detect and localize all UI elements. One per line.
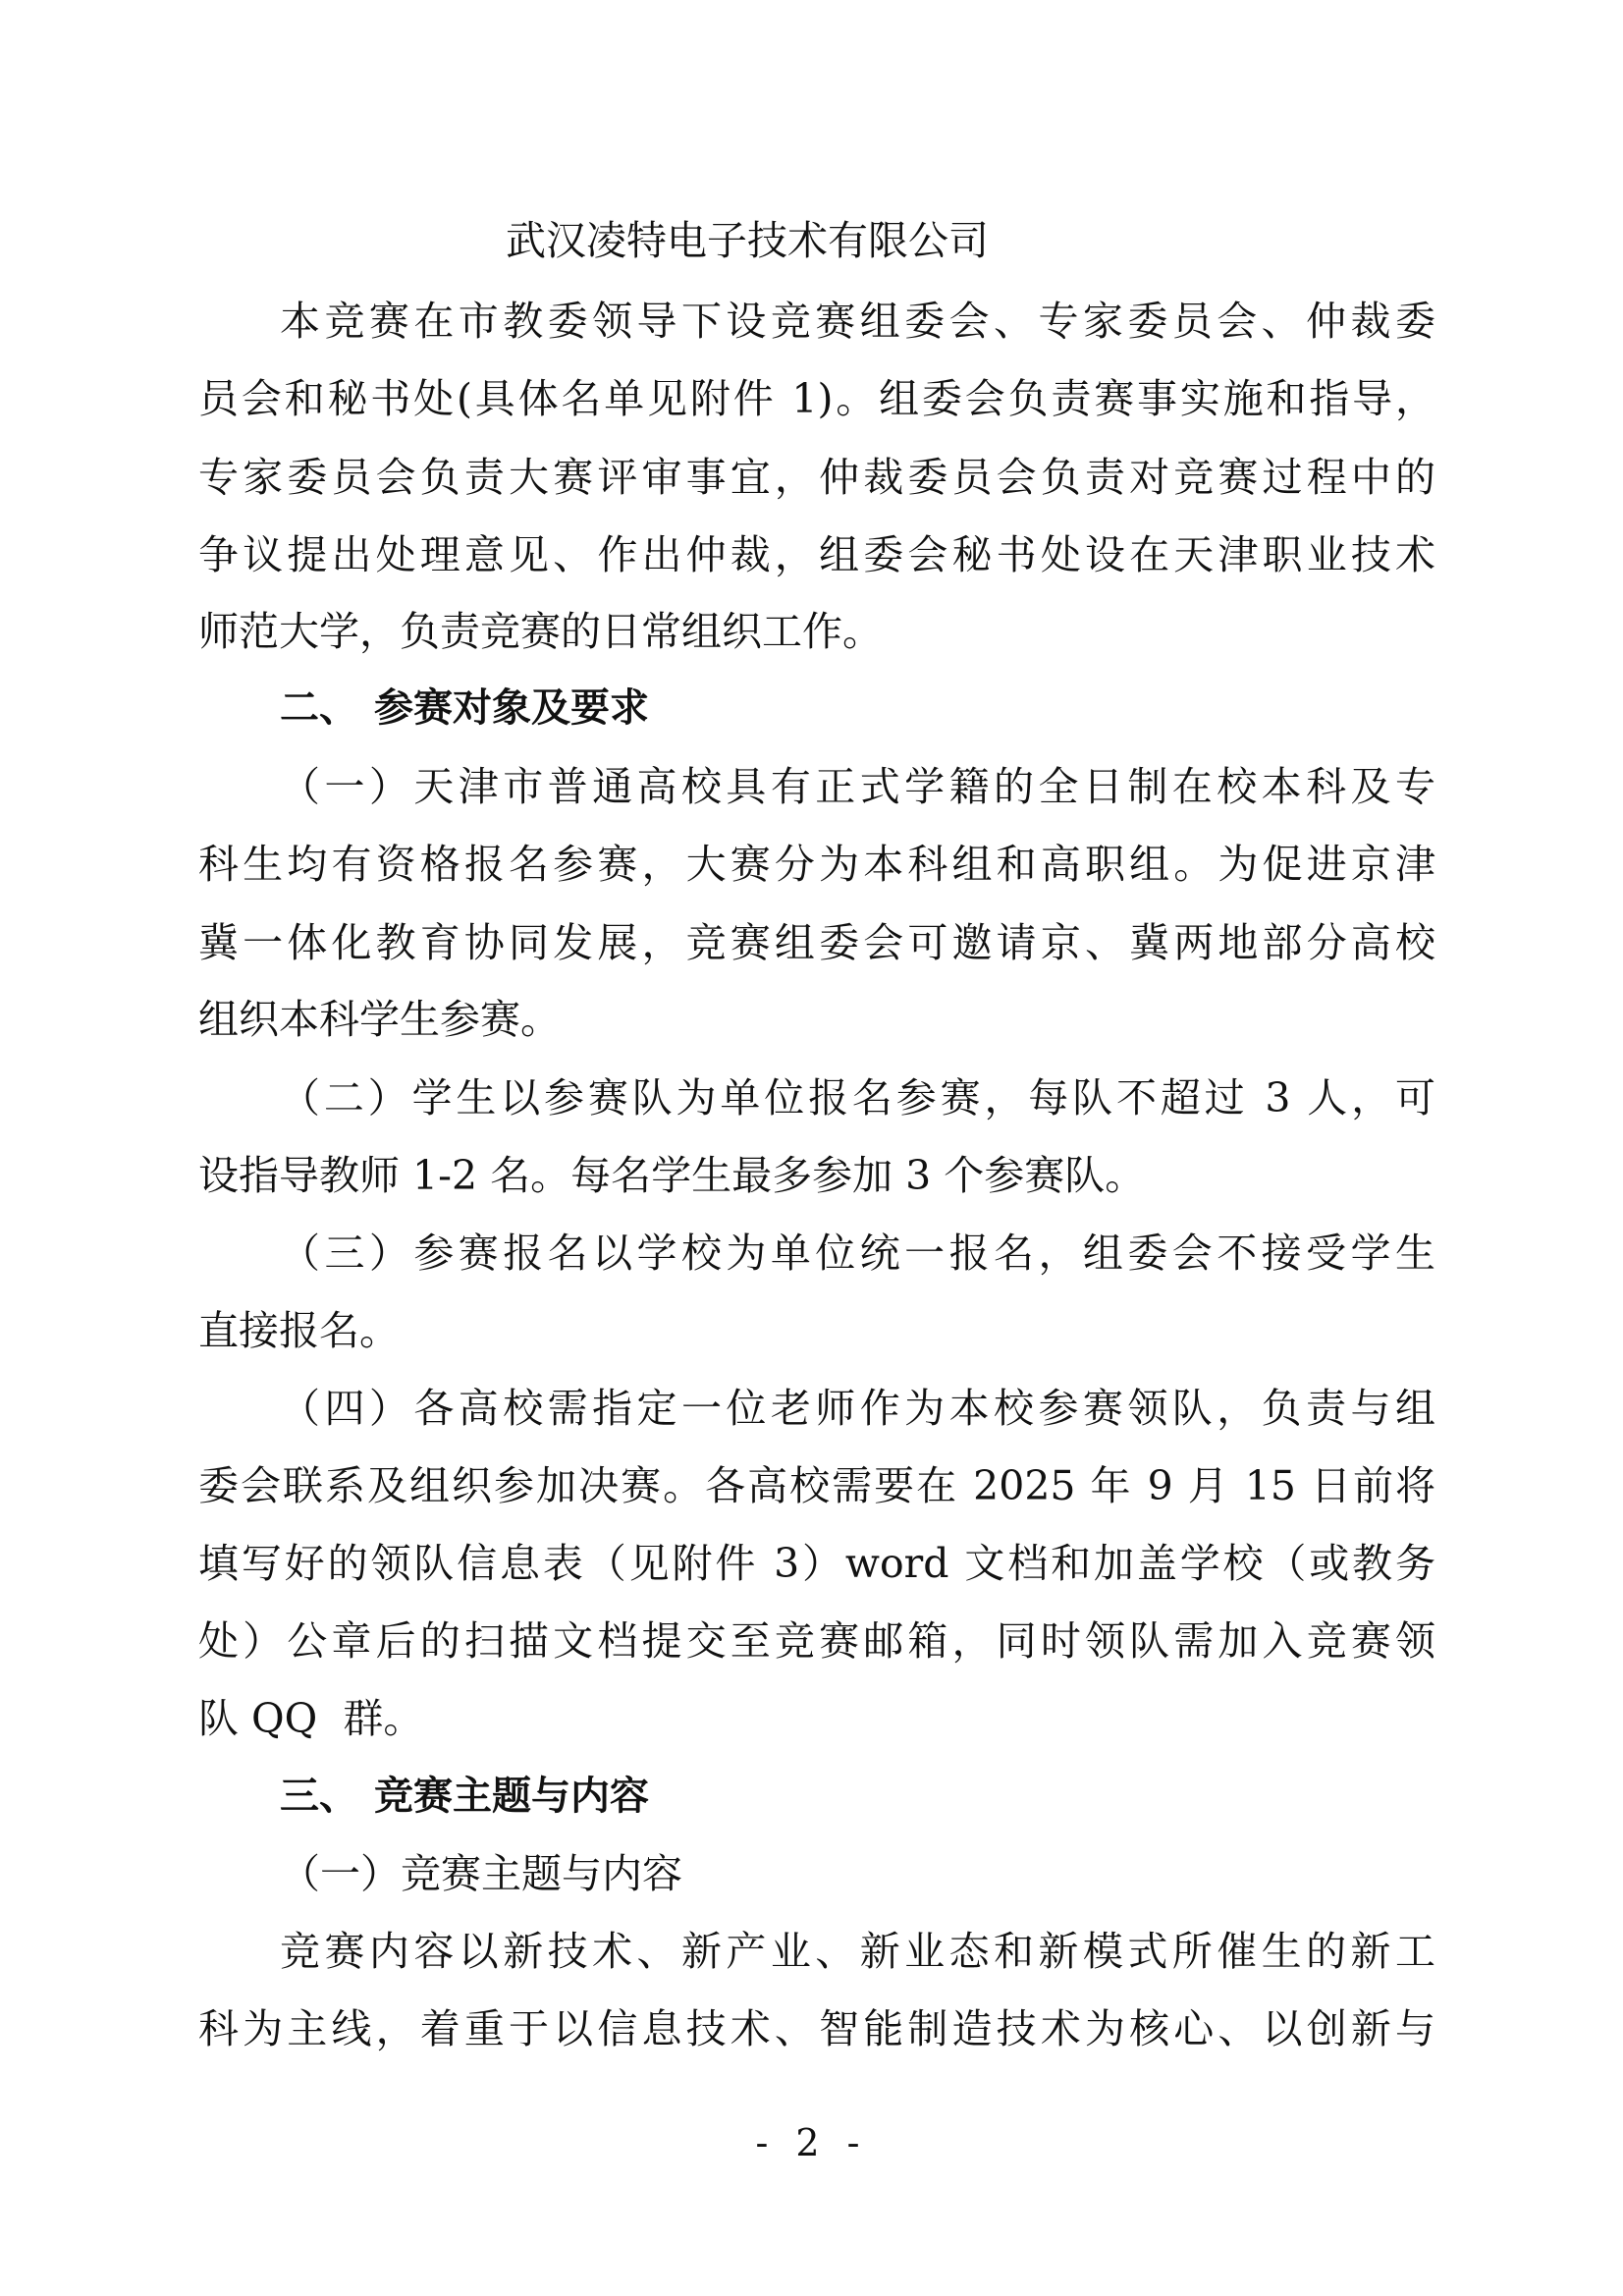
company-name: 武汉凌特电子技术有限公司	[506, 217, 989, 264]
section-heading	[280, 681, 1435, 736]
paragraph-line: 处）公章后的扫描文档提交至竞赛邮箱，同时领队需加入竞赛领	[198, 1617, 1435, 1665]
paragraph-line: 员会和秘书处(具体名单见附件 1)。组委会负责赛事实施和指导，	[198, 375, 1435, 422]
paragraph-line: 设指导教师 1-2 名。每名学生最多参加 3 个参赛队。	[198, 1152, 1146, 1199]
paragraph-line: 冀一体化教育协同发展，竞赛组委会可邀请京、冀两地部分高校	[198, 919, 1435, 966]
paragraph-line: 直接报名。	[198, 1307, 400, 1354]
paragraph-line: 争议提出处理意见、作出仲裁，组委会秘书处设在天津职业技术	[198, 531, 1435, 578]
section-number: 三、	[280, 1774, 358, 1819]
subheading: （一）竞赛主题与内容	[280, 1850, 682, 1897]
paragraph-line: （四）各高校需指定一位老师作为本校参赛领队，负责与组	[280, 1385, 1435, 1432]
page-number: - 2 -	[755, 2121, 868, 2164]
paragraph-line: 本竞赛在市教委领导下设竞赛组委会、专家委员会、仲裁委	[280, 298, 1435, 345]
paragraph-line: （二）学生以参赛队为单位报名参赛，每队不超过 3 人，可	[280, 1074, 1435, 1121]
paragraph-line: 委会联系及组织参加决赛。各高校需要在 2025 年 9 月 15 日前将	[198, 1462, 1435, 1509]
paragraph-line: （一）天津市普通高校具有正式学籍的全日制在校本科及专	[280, 763, 1435, 810]
paragraph-line: 竞赛内容以新技术、新产业、新业态和新模式所催生的新工	[280, 1928, 1435, 1975]
section-title: 竞赛主题与内容	[374, 1774, 649, 1819]
paragraph-line: 师范大学，负责竞赛的日常组织工作。	[198, 608, 883, 655]
paragraph-line: （三）参赛报名以学校为单位统一报名，组委会不接受学生	[280, 1230, 1435, 1277]
paragraph-line: 填写好的领队信息表（见附件 3）word 文档和加盖学校（或教务	[198, 1540, 1435, 1587]
paragraph-line: 组织本科学生参赛。	[198, 996, 561, 1043]
section-heading	[280, 1769, 1435, 1824]
section-number: 二、	[280, 685, 358, 731]
paragraph-line: 科为主线，着重于以信息技术、智能制造技术为核心、以创新与	[198, 2005, 1435, 2052]
section-title: 参赛对象及要求	[374, 685, 649, 731]
paragraph-line: 专家委员会负责大赛评审事宜，仲裁委员会负责对竞赛过程中的	[198, 454, 1435, 501]
paragraph-line: 队 QQ 群。	[198, 1695, 424, 1742]
paragraph-line: 科生均有资格报名参赛，大赛分为本科组和高职组。为促进京津	[198, 841, 1435, 888]
